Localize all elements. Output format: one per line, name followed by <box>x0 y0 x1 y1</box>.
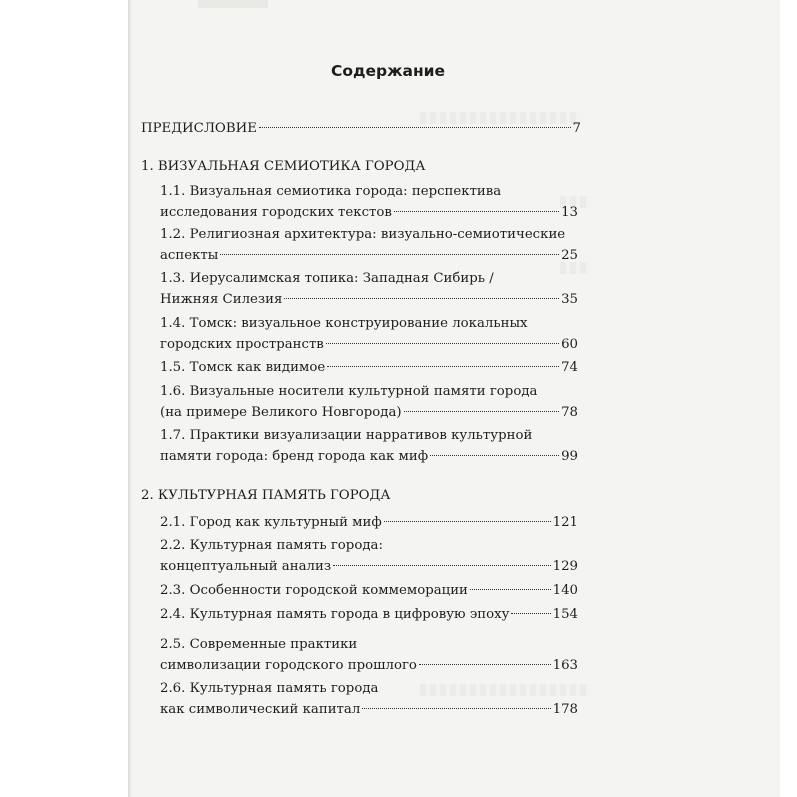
leader-dots <box>259 127 571 128</box>
toc-entry-label: 2.4. Культурная память города в цифровую эпоху <box>160 607 510 622</box>
toc-page-number: 121 <box>552 515 578 530</box>
toc-page-number: 35 <box>561 292 578 307</box>
toc-entry <box>0 268 797 310</box>
toc-entry-label: 1.7. Практики визуализации нарративов культурной <box>160 428 533 443</box>
leader-dots <box>362 708 550 709</box>
leader-dots <box>220 254 559 255</box>
leader-dots <box>326 343 559 344</box>
toc-entry <box>0 580 797 601</box>
toc-page-number: 178 <box>552 702 578 717</box>
toc-entry-label: 2.1. Город как культурный миф <box>160 515 382 530</box>
leader-dots <box>404 411 559 412</box>
toc-page-number: 60 <box>561 337 578 352</box>
toc-entry <box>0 634 797 676</box>
chapter-heading: 1. ВИЗУАЛЬНАЯ СЕМИОТИКА ГОРОДА <box>141 159 426 174</box>
toc-entry <box>0 512 797 533</box>
toc-page-number: 13 <box>561 205 578 220</box>
toc-entry <box>0 224 797 266</box>
toc-entry-label: исследования городских текстов <box>160 205 392 220</box>
toc-entry-label: ПРЕДИСЛОВИЕ <box>141 121 257 136</box>
toc-entry-label: 1.3. Иерусалимская топика: Западная Сибирь / <box>160 271 494 286</box>
leader-dots <box>284 298 559 299</box>
toc-entry-label: 1.4. Томск: визуальное конструирование локальных <box>160 316 528 331</box>
page-title: Содержание <box>330 62 446 80</box>
toc-entry-label: 2.2. Культурная память города: <box>160 538 383 553</box>
leader-dots <box>333 565 551 566</box>
toc-entry <box>0 357 797 378</box>
toc-entry <box>0 535 797 577</box>
toc-page-number: 129 <box>552 559 578 574</box>
leader-dots <box>430 455 559 456</box>
toc-entry <box>0 678 797 720</box>
toc-entry-label: 1.2. Религиозная архитектура: визуально-семиотические <box>160 227 566 242</box>
toc-entry-label: аспекты <box>160 248 219 263</box>
leader-dots <box>470 589 551 590</box>
toc-entry-preface <box>0 118 797 139</box>
toc-page-number: 25 <box>561 248 578 263</box>
toc-entry <box>0 604 797 625</box>
toc-entry-label: как символический капитал <box>160 702 361 717</box>
toc-entry-label: концептуальный анализ <box>160 559 332 574</box>
toc-page-number: 140 <box>552 583 578 598</box>
leader-dots <box>384 521 551 522</box>
toc-page-number: 7 <box>572 121 581 136</box>
toc-page-number: 78 <box>561 405 578 420</box>
toc-entry-label: Нижняя Силезия <box>160 292 283 307</box>
toc-entry-label: 1.5. Томск как видимое <box>160 360 326 375</box>
chapter-heading: 2. КУЛЬТУРНАЯ ПАМЯТЬ ГОРОДА <box>141 488 391 503</box>
toc-entry-label: символизации городского прошлого <box>160 658 417 673</box>
toc-entry <box>0 381 797 423</box>
toc-page-number: 154 <box>552 607 578 622</box>
toc-page-number: 163 <box>552 658 578 673</box>
leader-dots <box>419 664 551 665</box>
toc-entry-label: 2.3. Особенности городской коммеморации <box>160 583 468 598</box>
leader-dots <box>327 366 559 367</box>
toc-entry-label: 2.6. Культурная память города <box>160 681 379 696</box>
toc-entry-label: 1.1. Визуальная семиотика города: перспектива <box>160 184 502 199</box>
toc-page-number: 99 <box>561 449 578 464</box>
toc-entry <box>0 313 797 355</box>
toc-page-number: 74 <box>561 360 578 375</box>
leader-dots <box>394 211 559 212</box>
toc-entry <box>0 425 797 467</box>
toc-entry-label: (на примере Великого Новгорода) <box>160 405 402 420</box>
toc-entry-label: памяти города: бренд города как миф <box>160 449 429 464</box>
page-top-mark <box>198 0 268 8</box>
leader-dots <box>511 613 550 614</box>
toc-entry-label: 2.5. Современные практики <box>160 637 358 652</box>
toc-entry-label: городских пространств <box>160 337 324 352</box>
toc-entry <box>0 181 797 223</box>
toc-entry-label: 1.6. Визуальные носители культурной памяти города <box>160 384 538 399</box>
